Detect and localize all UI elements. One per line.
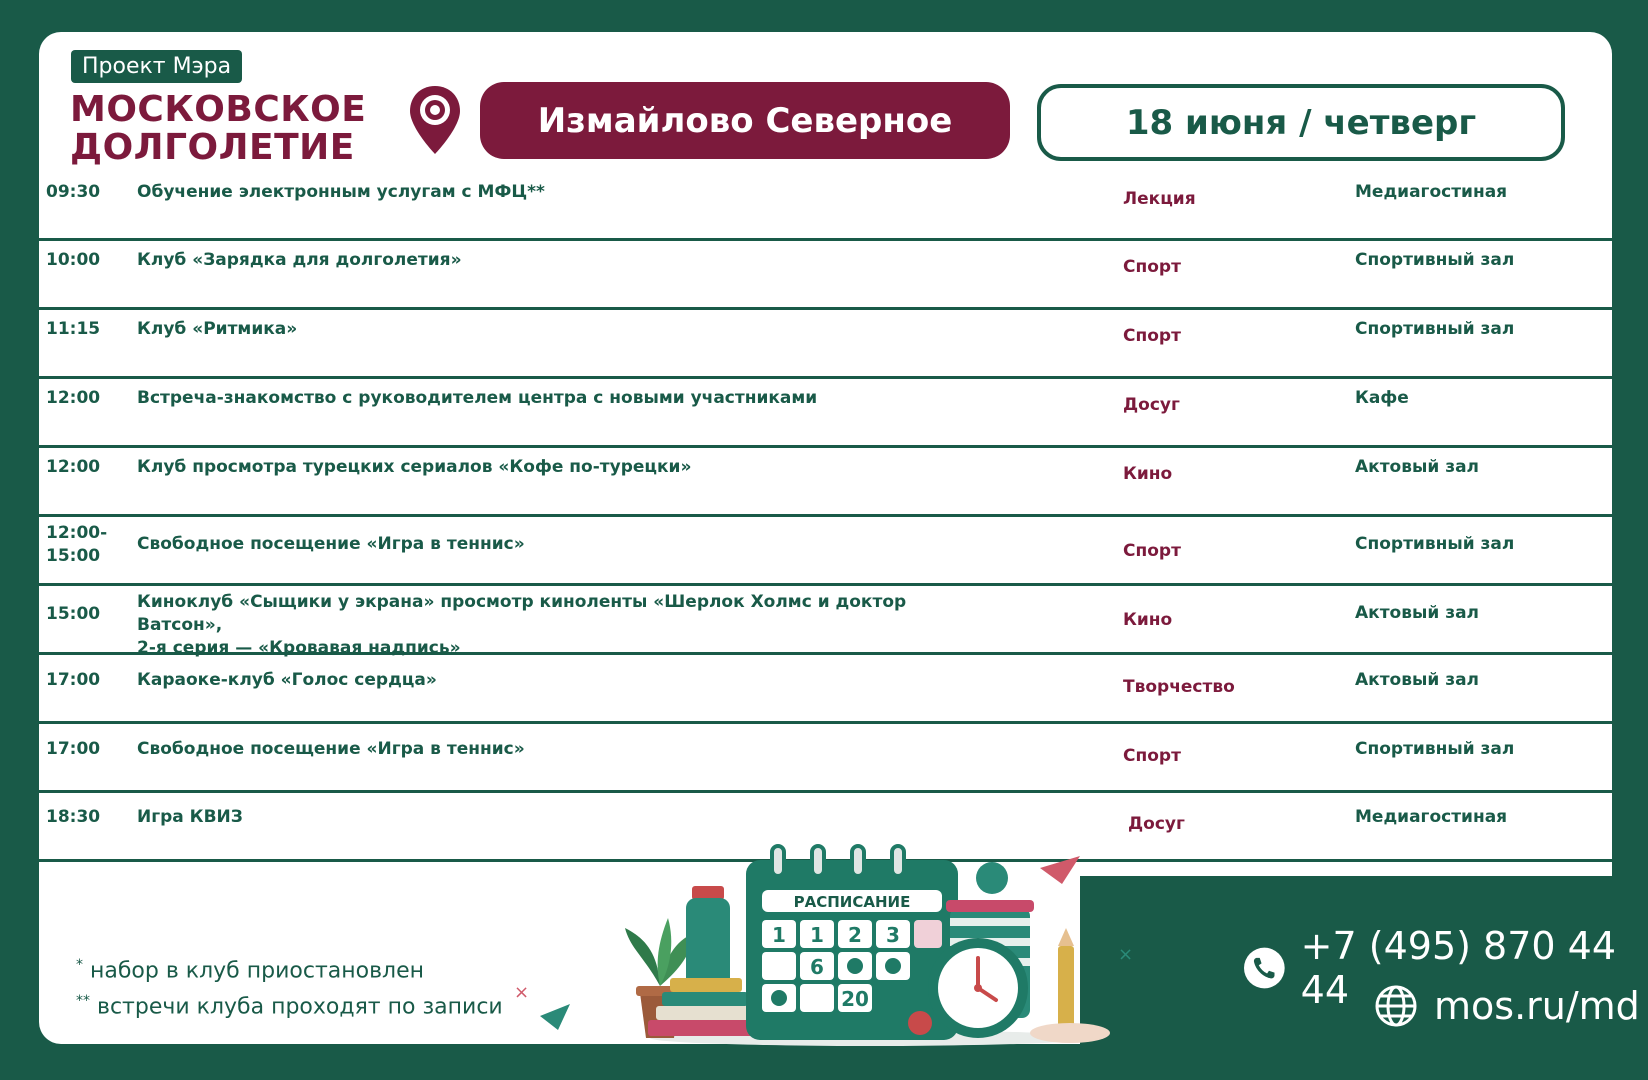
project-badge: Проект Мэра xyxy=(71,50,242,83)
row-time: 12:00 xyxy=(46,388,101,408)
calendar-number: 2 xyxy=(848,923,862,947)
row-event: Караоке-клуб «Голос сердца» xyxy=(137,670,437,690)
calendar-number: 6 xyxy=(810,955,824,979)
footnotes xyxy=(76,950,503,1023)
phone-icon xyxy=(1244,946,1285,990)
paper-plane-icon xyxy=(1040,856,1080,884)
schedule-row xyxy=(39,310,1612,379)
row-place: Медиагостиная xyxy=(1355,807,1508,827)
row-event: Обучение электронным услугам с МФЦ** xyxy=(137,182,545,202)
calendar-number: 20 xyxy=(841,987,869,1011)
schedule-row xyxy=(39,655,1612,724)
clock-icon xyxy=(928,938,1028,1038)
row-place: Спортивный зал xyxy=(1355,250,1515,270)
row-event: Клуб «Ритмика» xyxy=(137,319,298,339)
row-event: Клуб «Зарядка для долголетия» xyxy=(137,250,462,270)
row-type: Кино xyxy=(1123,464,1173,484)
row-type: Спорт xyxy=(1123,541,1181,561)
date-label: 18 июня / четверг xyxy=(1037,84,1565,161)
paper-plane-icon xyxy=(538,1002,572,1032)
logo-line-1: МОСКОВСКОЕ xyxy=(70,89,367,130)
row-place: Кафе xyxy=(1355,388,1409,408)
row-place: Медиагостиная xyxy=(1355,182,1508,202)
calendar-title: РАСПИСАНИЕ xyxy=(793,893,911,911)
row-event: Свободное посещение «Игра в теннис» xyxy=(137,739,525,759)
row-type: Лекция xyxy=(1123,189,1196,209)
row-time: 10:00 xyxy=(46,250,101,270)
cross-decoration: × xyxy=(1118,944,1134,965)
row-event: Игра КВИЗ xyxy=(137,807,243,827)
globe-icon xyxy=(1374,984,1418,1028)
row-type: Спорт xyxy=(1123,326,1181,346)
row-place: Спортивный зал xyxy=(1355,739,1515,759)
row-time: 17:00 xyxy=(46,670,101,690)
row-time: 17:00 xyxy=(46,739,101,759)
row-event: Клуб просмотра турецких сериалов «Кофе по-турецки» xyxy=(137,457,692,477)
row-time: 12:00 xyxy=(46,457,101,477)
location-pin-icon xyxy=(408,84,462,156)
row-place: Актовый зал xyxy=(1355,457,1479,477)
logo-line-2: ДОЛГОЛЕТИЕ xyxy=(70,127,355,168)
footnote-1: * набор в клуб приостановлен xyxy=(76,957,425,984)
calendar-number: 1 xyxy=(772,923,786,947)
row-type: Кино xyxy=(1123,610,1173,630)
row-type: Спорт xyxy=(1123,746,1181,766)
site-contact xyxy=(1374,984,1640,1028)
footnote-2: ** встречи клуба проходят по записи xyxy=(76,993,503,1020)
schedule-row xyxy=(39,517,1612,586)
schedule-row xyxy=(39,172,1612,241)
row-type: Творчество xyxy=(1123,677,1235,697)
schedule-row xyxy=(39,586,1612,658)
phone-number: +7 (495) 870 44 44 xyxy=(1300,924,1616,1012)
calendar-number: 3 xyxy=(886,923,900,947)
row-type: Спорт xyxy=(1123,257,1181,277)
schedule-table xyxy=(39,172,1612,862)
row-type: Досуг xyxy=(1128,814,1185,834)
district-label: Измайлово Северное xyxy=(480,82,1010,159)
calendar-icon xyxy=(746,846,958,1040)
schedule-row xyxy=(39,379,1612,448)
row-event: Свободное посещение «Игра в теннис» xyxy=(137,534,525,554)
schedule-illustration xyxy=(600,838,1120,1048)
schedule-row xyxy=(39,241,1612,310)
schedule-row xyxy=(39,448,1612,517)
row-event: Киноклуб «Сыщики у экрана» просмотр киноленты «Шерлок Холмс и доктор Ватсон», 2-я серия — «Кровавая надпись» xyxy=(137,592,907,658)
calendar-number: 1 xyxy=(810,923,824,947)
row-type: Досуг xyxy=(1123,395,1180,415)
row-place: Спортивный зал xyxy=(1355,319,1515,339)
row-time: 09:30 xyxy=(46,182,101,202)
row-time: 12:00- 15:00 xyxy=(46,523,108,566)
row-time: 18:30 xyxy=(46,807,101,827)
row-place: Актовый зал xyxy=(1355,603,1479,623)
row-place: Актовый зал xyxy=(1355,670,1479,690)
cross-decoration: × xyxy=(514,982,530,1003)
row-time: 15:00 xyxy=(46,604,101,624)
row-time: 11:15 xyxy=(46,319,101,339)
row-event: Встреча-знакомство с руководителем центра с новыми участниками xyxy=(137,388,818,408)
row-place: Спортивный зал xyxy=(1355,534,1515,554)
pencil-icon xyxy=(1058,928,1074,1026)
site-url: mos.ru/md xyxy=(1434,984,1640,1028)
schedule-row xyxy=(39,724,1612,793)
